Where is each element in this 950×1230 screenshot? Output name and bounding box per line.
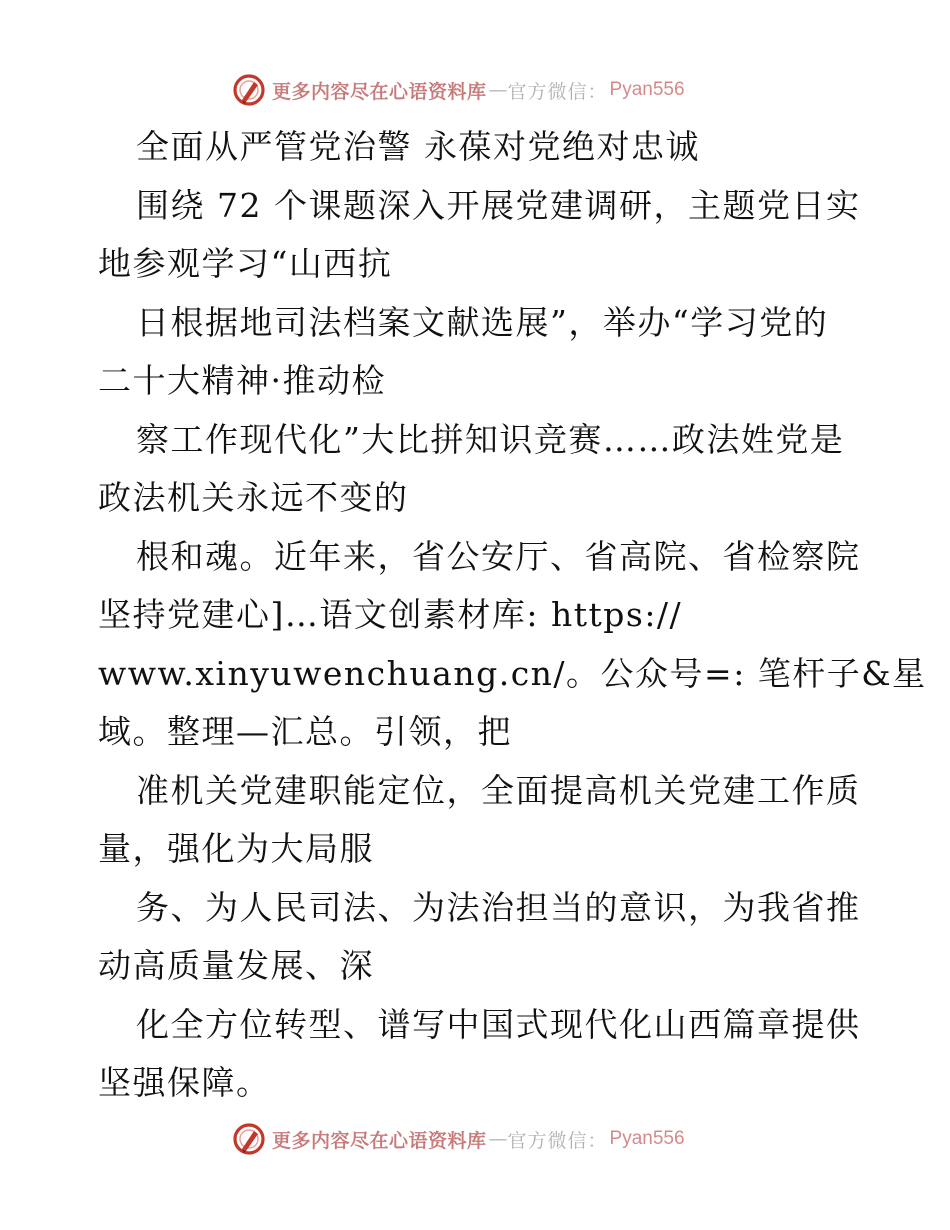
brand-text: 更多内容尽在心语资料库 bbox=[272, 1129, 487, 1152]
document-body bbox=[98, 118, 927, 1113]
banner-separator: — bbox=[488, 79, 508, 101]
text-line: 务、为人民司法、为法治担当的意识，为我省推 bbox=[136, 887, 861, 927]
text-line: 域。整理—汇总。引领，把 bbox=[98, 712, 512, 751]
text-line: www.xinyuwenchuang.cn/。公众号=: 笔杆子&星 bbox=[98, 653, 927, 693]
wechat-id: Pyan556 bbox=[609, 1128, 685, 1149]
header-banner bbox=[232, 70, 685, 110]
wechat-id: Pyan556 bbox=[609, 79, 685, 100]
text-line: 动高质量发展、深 bbox=[98, 946, 374, 985]
pen-logo-icon bbox=[232, 73, 266, 107]
text-line: 察工作现代化”大比拼知识竞赛……政法姓党是 bbox=[136, 419, 845, 459]
wechat-label: 官方微信： bbox=[507, 1129, 608, 1152]
text-line: 二十大精神·推动检 bbox=[98, 361, 386, 400]
text-line: 根和魂。近年来，省公安厅、省高院、省检察院 bbox=[136, 536, 861, 576]
text-line: 坚持党建心]…语文创素材库: https:// bbox=[98, 595, 683, 634]
text-line: 日根据地司法档案文献选展”，举办“学习党的 bbox=[136, 302, 829, 342]
text-line: 围绕 72 个课题深入开展党建调研，主题党日实 bbox=[136, 185, 861, 225]
text-line: 地参观学习“山西抗 bbox=[98, 244, 393, 283]
text-line: 量，强化为大局服 bbox=[98, 829, 374, 868]
text-line: 全面从严管党治警 永葆对党绝对忠诚 bbox=[136, 127, 700, 166]
brand-text: 更多内容尽在心语资料库 bbox=[272, 80, 487, 103]
wechat-label: 官方微信： bbox=[507, 80, 608, 103]
banner-separator: — bbox=[488, 1128, 508, 1150]
text-line: 政法机关永远不变的 bbox=[98, 478, 409, 517]
text-line: 化全方位转型、谱写中国式现代化山西篇章提供 bbox=[136, 1004, 861, 1044]
text-line: 坚强保障。 bbox=[98, 1063, 271, 1102]
footer-banner bbox=[232, 1119, 685, 1159]
pen-logo-icon bbox=[232, 1122, 266, 1156]
text-line: 准机关党建职能定位，全面提高机关党建工作质 bbox=[136, 770, 861, 810]
